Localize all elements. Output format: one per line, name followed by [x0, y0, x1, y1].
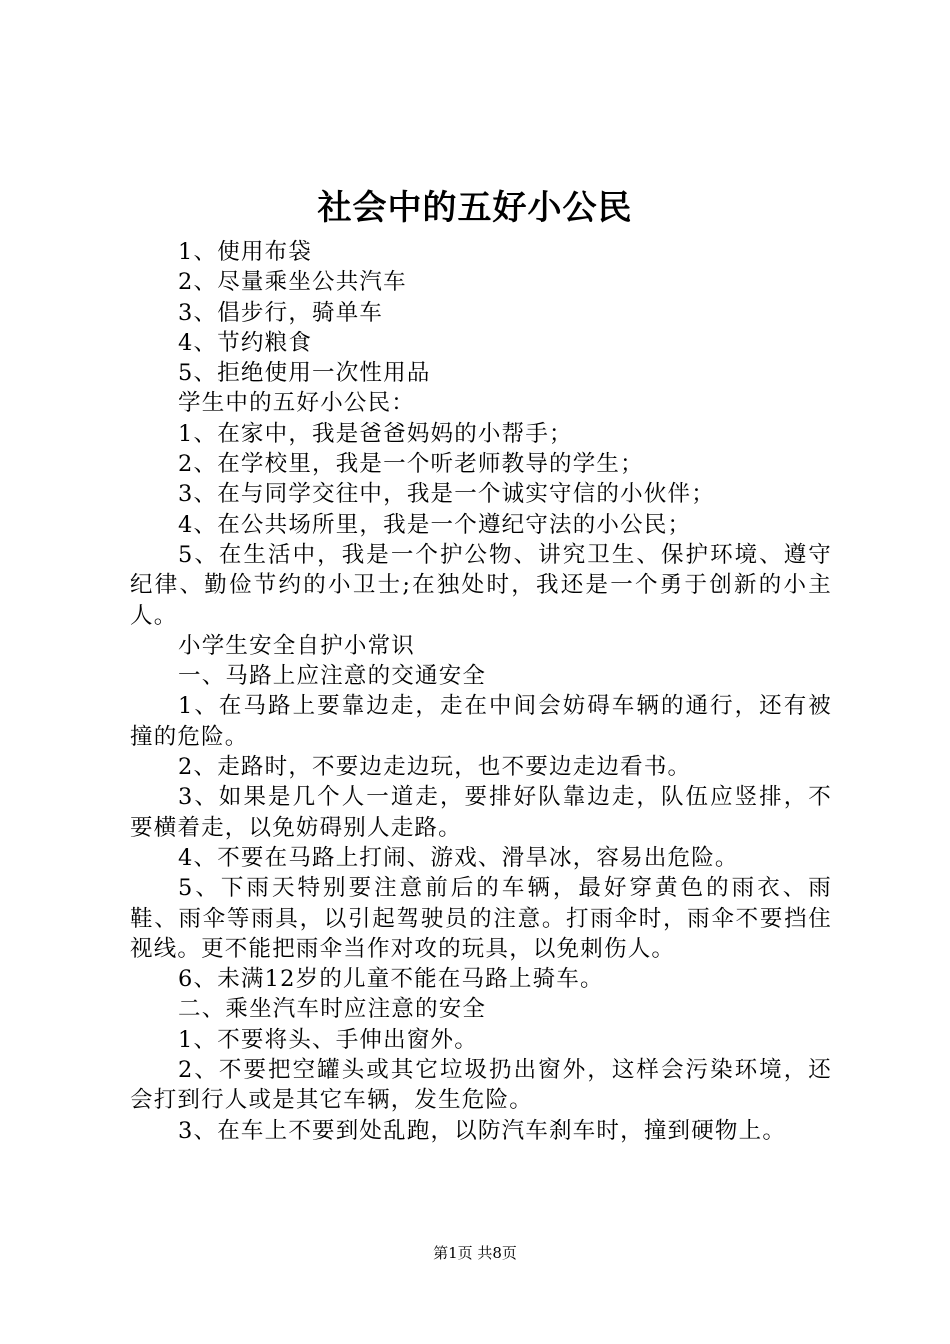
document-body: [130, 237, 832, 1146]
section-heading: 小学生安全自护小常识: [178, 632, 416, 659]
section-heading: 一、马路上应注意的交通安全: [178, 663, 487, 690]
paragraph: 2、走路时，不要边走边玩，也不要边走边看书。: [178, 754, 692, 781]
paragraph: 4、不要在马路上打闹、游戏、滑旱冰，容易出危险。: [178, 844, 739, 871]
page-footer: 第1页 共8页: [433, 1244, 517, 1262]
paragraph: 2、在学校里，我是一个听老师教导的学生；: [178, 451, 644, 478]
paragraph: 3、如果是几个人一道走，要排好队靠边走，队伍应竖排，不要横着走，以免妨碍别人走路。: [130, 784, 832, 841]
paragraph: 3、倡步行，骑单车: [178, 299, 384, 326]
paragraph: 3、在与同学交往中，我是一个诚实守信的小伙伴；: [178, 481, 715, 508]
paragraph: 5、在生活中，我是一个护公物、讲究卫生、保护环境、遵守纪律、勤俭节约的小卫士;在独处时，我还是一个勇于创新的小主人。: [130, 541, 832, 629]
paragraph: 3、在车上不要到处乱跑，以防汽车刹车时，撞到硬物上。: [178, 1117, 787, 1144]
document-title: 社会中的五好小公民: [317, 188, 633, 228]
paragraph: 2、不要把空罐头或其它垃圾扔出窗外，这样会污染环境，还会打到行人或是其它车辆，发生危险。: [130, 1057, 832, 1114]
paragraph: 5、拒绝使用一次性用品: [178, 360, 431, 387]
paragraph: 6、未满12岁的儿童不能在马路上骑车。: [178, 966, 604, 993]
paragraph: 5、下雨天特别要注意前后的车辆，最好穿黄色的雨衣、雨鞋、雨伞等雨具，以引起驾驶员的注意。打雨伞时，雨伞不要挡住视线。更不能把雨伞当作对攻的玩具，以免刺伤人。: [130, 875, 832, 962]
paragraph: 1、在马路上要靠边走，走在中间会妨碍车辆的通行，还有被撞的危险。: [130, 693, 832, 750]
paragraph: 2、尽量乘坐公共汽车: [178, 269, 407, 296]
paragraph: 4、在公共场所里，我是一个遵纪守法的小公民；: [178, 511, 692, 538]
paragraph: 1、不要将头、手伸出窗外。: [178, 1026, 478, 1053]
paragraph: 4、节约粮食: [178, 329, 313, 356]
section-heading: 二、乘坐汽车时应注意的安全: [178, 996, 487, 1023]
paragraph: 1、使用布袋: [178, 239, 313, 265]
paragraph: 1、在家中，我是爸爸妈妈的小帮手；: [178, 420, 573, 447]
section-heading: 学生中的五好小公民：: [178, 390, 416, 417]
